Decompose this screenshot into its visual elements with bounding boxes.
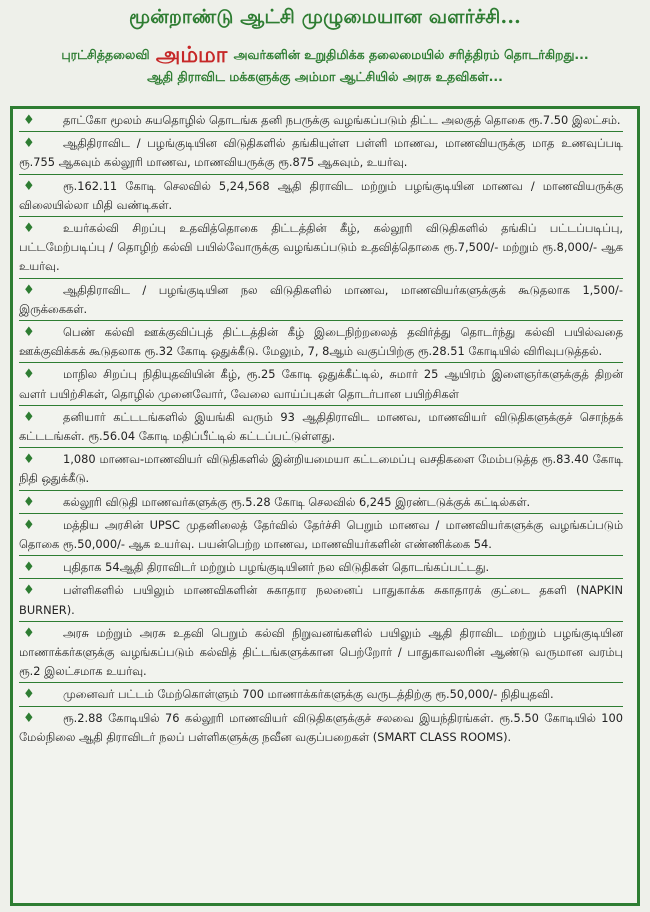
list-item (19, 408, 623, 448)
list-item (19, 493, 623, 514)
list-item (19, 323, 623, 363)
list-item (19, 581, 623, 621)
list-item (19, 709, 623, 748)
diamond-bullet-icon: ♦ (23, 710, 35, 726)
list-item-text: மத்திய அரசின் UPSC முதனிலைத் தேர்வில் தேர்ச்சி பெறும் மாணவ / மாணவியர்களுக்கு வழங்கப்படும் தொகை ரூ.50,000/- ஆக உயர்வு. பயன்பெற்ற மாணவ, மாணவியர்களின் எண்ணிக்கை 54. (19, 517, 623, 552)
list-item-text: கல்லூரி விடுதி மாணவர்களுக்கு ரூ.5.28 கோடி செலவில் 6,245 இரண்டடுக்குக் கட்டில்கள். (63, 494, 531, 509)
content-frame (10, 106, 640, 906)
diamond-bullet-icon: ♦ (23, 221, 35, 237)
subtitle-line-2: ஆதி திராவிட மக்களுக்கு அம்மா ஆட்சியில் அரசு உதவிகள்... (147, 69, 503, 84)
diamond-bullet-icon: ♦ (23, 113, 35, 128)
list-item (19, 111, 623, 132)
list-item-text: தனியார் கட்டடங்களில் இயங்கி வரும் 93 ஆதிதிராவிட மாணவ, மாணவியர் விடுதிகளுக்குச் சொந்தக் கட்டடங்கள். ரூ.56.04 கோடி மதிப்பீட்டில் கட்டப்பட்டுள்ளது. (19, 409, 623, 444)
list-item-text: பெண் கல்வி ஊக்குவிப்புத் திட்டத்தின் கீழ் இடைநிற்றலைத் தவிர்த்து தொடர்ந்து கல்வி பயில்வதை ஊக்குவிக்கக் கூடுதலாக ரூ.32 கோடி ஒதுக்கீடு. மேலும், 7, 8ஆம் வகுப்பிற்கு ரூ.28.51 கோடியில் விரிவுபடுத்தல். (19, 325, 623, 359)
diamond-bullet-icon: ♦ (23, 517, 35, 533)
diamond-bullet-icon: ♦ (23, 409, 35, 425)
diamond-bullet-icon: ♦ (23, 494, 35, 510)
list-item (19, 365, 623, 405)
list-item (19, 685, 623, 706)
diamond-bullet-icon: ♦ (23, 325, 35, 341)
list-item-text: ரூ.2.88 கோடியில் 76 கல்லூரி மாணவியர் விடுதிகளுக்குச் சலவை இயந்திரங்கள். ரூ.5.50 கோடியில் 100 மேல்நிலை ஆதி திராவிடர் நலப் பள்ளிகளுக்கு நவீன வகுப்பறைகள் (SMART CLASS ROOMS). (19, 710, 623, 744)
list-item-text: ரூ.162.11 கோடி செலவில் 5,24,568 ஆதி திராவிட மற்றும் பழங்குடியின மாணவ / மாணவியருக்கு விலையில்லா மிதி வண்டிகள். (19, 178, 623, 212)
subtitle-continuation: அவர்களின் உறுதிமிக்க தலைமையில் சரித்திரம் தொடர்கிறது... (233, 47, 589, 62)
page-title: மூன்றாண்டு ஆட்சி முழுமையான வளர்ச்சி... (129, 6, 521, 28)
list-item-text: தாட்கோ மூலம் சுயதொழில் தொடங்க தனி நபருக்கு வழங்கப்படும் திட்ட அலகுத் தொகை ரூ.7.50 இலட்சம். (63, 113, 621, 127)
diamond-bullet-icon: ♦ (23, 282, 35, 298)
list-item (19, 558, 623, 579)
list-item-text: அரசு மற்றும் அரசு உதவி பெறும் கல்வி நிறுவனங்களில் பயிலும் ஆதி திராவிட மற்றும் பழங்குடியின மாணாக்கர்களுக்கு வழங்கப்படும் கல்வித் திட்டங்களுக்கான பெற்றோர் / பாதுகாவலரின் ஆண்டு வருமான வரம்பு ரூ.2 இலட்சமாக உயர்வு. (19, 625, 623, 679)
list-item (19, 177, 623, 217)
benefits-list (13, 109, 637, 748)
list-item (19, 516, 623, 556)
list-item (19, 281, 623, 321)
diamond-bullet-icon: ♦ (23, 367, 35, 383)
list-item-text: புதிதாக 54ஆதி திராவிடர் மற்றும் பழங்குடியினர் நல விடுதிகள் தொடங்கப்பட்டது. (63, 560, 490, 575)
header (0, 0, 650, 100)
subtitle-leader: புரட்சித்தலைவி (61, 47, 150, 62)
subtitle-amma: அம்மா (155, 42, 228, 68)
list-item-text: முனைவர் பட்டம் மேற்கொள்ளும் 700 மாணாக்கர்களுக்கு வருடத்திற்கு ரூ.50,000/- நிதியுதவி. (63, 687, 554, 702)
subtitle-line-1 (0, 42, 650, 71)
list-item (19, 450, 623, 490)
diamond-bullet-icon: ♦ (23, 625, 35, 641)
list-item (19, 624, 623, 684)
list-item-text: 1,080 மாணவ-மாணவியர் விடுதிகளில் இன்றியமையா கட்டமைப்பு வசதிகளை மேம்படுத்த ரூ.83.40 கோடி நிதி ஒதுக்கீடு. (19, 452, 623, 486)
list-item-text: உயர்கல்வி சிறப்பு உதவித்தொகை திட்டத்தின் கீழ், கல்லூரி விடுதிகளில் தங்கிப் பட்டப்படிப்பு, பட்டமேற்படிப்பு / தொழிற் கல்வி பயில்வோருக்கு வழங்கப்படும் உதவித்தொகை ரூ.7,500/- மற்றும் ரூ.8,000/- ஆக உயர்வு. (19, 221, 623, 274)
diamond-bullet-icon: ♦ (23, 560, 35, 576)
list-item (19, 134, 623, 174)
list-item (19, 219, 623, 279)
list-item-text: ஆதிதிராவிட / பழங்குடியின நல விடுதிகளில் மாணவ, மாணவியர்களுக்குக் கூடுதலாக 1,500/- இருக்கைகள். (19, 282, 623, 316)
diamond-bullet-icon: ♦ (23, 687, 35, 703)
list-item-text: மாநில சிறப்பு நிதியுதவியின் கீழ், ரூ.25 கோடி ஒதுக்கீட்டில், சுமார் 25 ஆயிரம் இளைஞர்களுக்குத் திறன் வளர் பயிற்சிகள், தொழில் முனைவோர், வேலை வாய்ப்புகள் தொடர்பான பயிற்சிகள் (19, 367, 623, 401)
diamond-bullet-icon: ♦ (23, 583, 35, 599)
diamond-bullet-icon: ♦ (23, 452, 35, 468)
list-item-text: பள்ளிகளில் பயிலும் மாணவிகளின் சுகாதார நலனைப் பாதுகாக்க சுகாதாரக் குட்டை தகளி (NAPKIN BURNER). (19, 583, 623, 617)
diamond-bullet-icon: ♦ (23, 136, 35, 152)
diamond-bullet-icon: ♦ (23, 178, 35, 194)
list-item-text: ஆதிதிராவிட / பழங்குடியின விடுதிகளில் தங்கியுள்ள பள்ளி மாணவ, மாணவியருக்கு மாத உணவுப்படி ரூ.755 ஆகவும் கல்லூரி மாணவ, மாணவியருக்கு ரூ.875 ஆகவும், உயர்வு. (19, 136, 623, 170)
